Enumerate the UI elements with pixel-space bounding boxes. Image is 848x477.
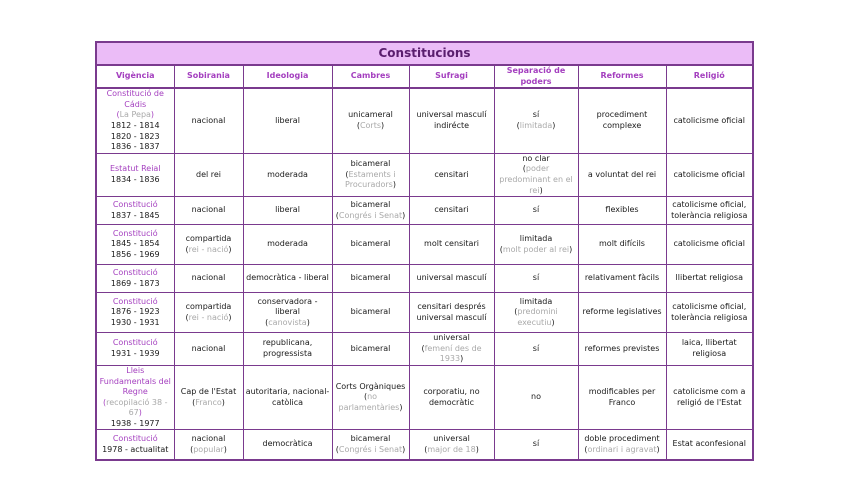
sobirania-note: (rei - nació) [185, 244, 232, 254]
ideologia-text: autoritaria, nacional-catòlica [245, 387, 330, 407]
sobirania-text: nacional [191, 115, 226, 125]
constitution-name: Constitució [112, 200, 158, 210]
sobirania-text: del rei [195, 169, 222, 179]
table-row [96, 225, 753, 265]
separacio-text: sí [532, 439, 540, 449]
constitution-nickname: (recopilació 38 - 67) [102, 397, 168, 418]
table-row [96, 88, 753, 153]
cell-religio [666, 197, 753, 225]
cell-ideologia [243, 225, 332, 265]
cell-sufragi [409, 197, 494, 225]
table-row [96, 265, 753, 293]
cell-sobirania [174, 430, 243, 460]
religio-text: catolicisme oficial, tolerància religiosa [671, 302, 748, 322]
header-sufragi: Sufragi [409, 65, 494, 88]
separacio-note: (poder predominant en el rei) [499, 164, 573, 195]
cell-reformes [578, 293, 666, 333]
constitution-dates: 1856 - 1969 [110, 249, 160, 259]
cell-reformes [578, 153, 666, 196]
reformes-text: reforme legislatives [582, 307, 662, 317]
table-title: Constitucions [96, 42, 753, 65]
cambres-text: bicameral [350, 200, 391, 210]
header-row [96, 65, 753, 88]
cell-cambres [332, 88, 409, 153]
cell-religio [666, 225, 753, 265]
cambres-note: (no parlamentàries) [338, 392, 403, 412]
cell-sufragi [409, 153, 494, 196]
separacio-note: (molt poder al rei) [499, 244, 573, 254]
cell-vigencia [96, 333, 174, 366]
cell-sobirania [174, 197, 243, 225]
cambres-note: (Congrés i Senat) [335, 444, 406, 454]
sufragi-note: (major de 18) [424, 444, 479, 454]
sufragi-text: corporatiu, no democràtic [423, 387, 480, 407]
separacio-text: sí [532, 110, 540, 120]
ideologia-text: liberal [275, 115, 300, 125]
cell-sobirania [174, 225, 243, 265]
cell-sobirania [174, 293, 243, 333]
cell-reformes [578, 225, 666, 265]
cambres-note: (Congrés i Senat) [335, 210, 406, 220]
cell-cambres [332, 197, 409, 225]
sufragi-text: censitari després universal masculí [416, 302, 487, 322]
cambres-note: (Corts) [356, 120, 385, 130]
constitution-dates: 1978 - actualitat [102, 444, 169, 454]
header-ideologia: Ideologia [243, 65, 332, 88]
cell-vigencia [96, 225, 174, 265]
cell-vigencia [96, 293, 174, 333]
table-body [96, 88, 753, 460]
cambres-text: bicameral [350, 273, 391, 283]
ideologia-text: liberal [275, 205, 300, 215]
cell-cambres [332, 225, 409, 265]
sobirania-text: compartida [185, 302, 232, 312]
constitution-dates: 1837 - 1845 [110, 210, 160, 220]
sobirania-note: (rei - nació) [185, 312, 232, 322]
constitution-name: Lleis Fundamentals del Regne [99, 365, 171, 397]
table-row [96, 365, 753, 430]
religio-text: catolicisme oficial [673, 115, 746, 125]
title-row [96, 42, 753, 65]
cell-ideologia [243, 365, 332, 430]
separacio-text: no clar [522, 153, 550, 163]
cell-sobirania [174, 365, 243, 430]
cell-ideologia [243, 265, 332, 293]
cell-sobirania [174, 153, 243, 196]
cell-separacio [494, 365, 578, 430]
cell-vigencia [96, 197, 174, 225]
cell-separacio [494, 197, 578, 225]
cell-religio [666, 153, 753, 196]
cell-reformes [578, 197, 666, 225]
sobirania-text: nacional [191, 273, 226, 283]
religio-text: catolicisme oficial [673, 169, 746, 179]
separacio-text: limitada [519, 296, 553, 306]
constitution-name: Constitució [112, 268, 158, 278]
cell-sufragi [409, 225, 494, 265]
table-row [96, 153, 753, 196]
cell-separacio [494, 293, 578, 333]
religio-text: catolicisme com a religió de l'Estat [673, 387, 746, 407]
header-sobirania: Sobirania [174, 65, 243, 88]
cambres-text: unicameral [348, 110, 393, 120]
cell-ideologia [243, 293, 332, 333]
cambres-note: (Estaments i Procuradors) [345, 169, 396, 190]
cell-separacio [494, 265, 578, 293]
ideologia-text: republicana, progressista [262, 338, 313, 359]
constitution-dates: 1931 - 1939 [110, 349, 160, 359]
table-row [96, 197, 753, 225]
header-separacio: Separació de poders [494, 65, 578, 88]
reformes-text: a voluntat del rei [587, 169, 657, 179]
sobirania-text: nacional [191, 343, 226, 353]
cell-vigencia [96, 88, 174, 153]
cell-vigencia [96, 430, 174, 460]
cell-reformes [578, 88, 666, 153]
cell-reformes [578, 430, 666, 460]
constitution-nickname: (La Pepa) [116, 110, 155, 120]
cell-separacio [494, 430, 578, 460]
constitution-name: Constitució [112, 434, 158, 444]
reformes-text: flexibles [605, 205, 639, 215]
cell-religio [666, 265, 753, 293]
cell-vigencia [96, 153, 174, 196]
cambres-text: bicameral [350, 307, 391, 317]
cell-sufragi [409, 365, 494, 430]
cell-religio [666, 430, 753, 460]
cell-religio [666, 333, 753, 366]
constitution-dates: 1930 - 1931 [110, 317, 160, 327]
cambres-text: bicameral [350, 159, 391, 169]
sobirania-text: Cap de l'Estat [180, 387, 237, 397]
sufragi-note: (femení des de 1933) [421, 343, 482, 364]
reformes-note: (ordinari i agravat) [584, 444, 660, 454]
constitution-name: Estatut Reial [109, 164, 161, 174]
table-row [96, 333, 753, 366]
ideologia-text: moderada [267, 239, 308, 249]
constitutions-table-wrapper [95, 41, 752, 461]
constitution-dates: 1834 - 1836 [110, 174, 160, 184]
sufragi-text: universal masculí indirécte [416, 110, 487, 130]
separacio-text: sí [532, 273, 540, 283]
cell-ideologia [243, 88, 332, 153]
cell-ideologia [243, 333, 332, 366]
cell-religio [666, 293, 753, 333]
cell-ideologia [243, 197, 332, 225]
constitution-dates: 1836 - 1837 [110, 142, 160, 152]
separacio-text: no [531, 392, 541, 402]
constitution-name: Constitució de Cádis [106, 89, 164, 109]
sufragi-text: universal [433, 434, 470, 444]
cambres-text: Corts Orgàniques [335, 381, 406, 391]
separacio-text: sí [532, 205, 540, 215]
sufragi-text: censitari [434, 205, 469, 215]
cell-sufragi [409, 430, 494, 460]
cell-sufragi [409, 88, 494, 153]
sufragi-text: censitari [434, 169, 469, 179]
constitutions-table [95, 41, 754, 461]
cell-cambres [332, 153, 409, 196]
cell-vigencia [96, 265, 174, 293]
constitution-dates: 1876 - 1923 [110, 307, 160, 317]
reformes-text: reformes previstes [584, 343, 660, 353]
sobirania-note: (Franco) [192, 397, 225, 407]
cell-sobirania [174, 88, 243, 153]
sobirania-note: (popular) [190, 444, 227, 454]
separacio-text: sí [532, 343, 540, 353]
religio-text: catolicisme oficial [673, 239, 746, 249]
constitution-dates: 1820 - 1823 [110, 131, 160, 141]
sufragi-text: molt censitari [424, 239, 479, 249]
separacio-note: (limitada) [516, 120, 556, 130]
religio-text: catolicisme oficial, tolerància religiosa [671, 200, 748, 220]
header-reformes: Reformes [578, 65, 666, 88]
cell-reformes [578, 265, 666, 293]
constitution-name: Constitució [112, 296, 158, 306]
constitution-name: Constitució [112, 338, 158, 348]
cell-separacio [494, 153, 578, 196]
cell-cambres [332, 365, 409, 430]
cell-separacio [494, 225, 578, 265]
cell-cambres [332, 333, 409, 366]
sufragi-text: universal [433, 333, 470, 343]
sufragi-text: universal masculí [416, 273, 487, 283]
table-row [96, 293, 753, 333]
cell-religio [666, 365, 753, 430]
cambres-text: bicameral [350, 434, 391, 444]
cell-cambres [332, 430, 409, 460]
cell-cambres [332, 293, 409, 333]
reformes-text: molt difícils [599, 239, 645, 249]
header-vigencia: Vigència [96, 65, 174, 88]
ideologia-text: democràtica - liberal [246, 273, 329, 283]
cell-sobirania [174, 333, 243, 366]
ideologia-text: democràtica [262, 439, 313, 449]
constitution-dates: 1938 - 1977 [110, 418, 160, 428]
sobirania-text: nacional [191, 434, 226, 444]
religio-text: laica, llibertat religiosa [681, 338, 737, 359]
constitution-dates: 1812 - 1814 [110, 120, 160, 130]
reformes-text: doble procediment [584, 434, 660, 444]
constitution-dates: 1869 - 1873 [110, 278, 160, 288]
cell-vigencia [96, 365, 174, 430]
cell-separacio [494, 88, 578, 153]
constitution-name: Constitució [112, 228, 158, 238]
ideologia-text: moderada [267, 169, 308, 179]
table-row [96, 430, 753, 460]
constitution-dates: 1845 - 1854 [110, 239, 160, 249]
separacio-text: limitada [519, 234, 553, 244]
reformes-text: modificables per Franco [588, 387, 656, 407]
cell-reformes [578, 365, 666, 430]
cell-religio [666, 88, 753, 153]
ideologia-note: (canovista) [265, 317, 310, 327]
header-cambres: Cambres [332, 65, 409, 88]
header-religio: Religió [666, 65, 753, 88]
sobirania-text: compartida [185, 234, 232, 244]
separacio-note: (predomini executiu) [514, 307, 558, 327]
cell-sobirania [174, 265, 243, 293]
cell-ideologia [243, 430, 332, 460]
ideologia-text: conservadora - liberal [257, 296, 318, 317]
religio-text: Estat aconfesional [672, 439, 746, 449]
reformes-text: relativament fàcils [584, 273, 660, 283]
cell-cambres [332, 265, 409, 293]
cell-separacio [494, 333, 578, 366]
cambres-text: bicameral [350, 343, 391, 353]
sobirania-text: nacional [191, 205, 226, 215]
cell-sufragi [409, 293, 494, 333]
reformes-text: procediment complexe [596, 110, 648, 130]
cell-sufragi [409, 333, 494, 366]
religio-text: llibertat religiosa [675, 273, 743, 283]
cell-reformes [578, 333, 666, 366]
cell-ideologia [243, 153, 332, 196]
cell-sufragi [409, 265, 494, 293]
cambres-text: bicameral [350, 239, 391, 249]
